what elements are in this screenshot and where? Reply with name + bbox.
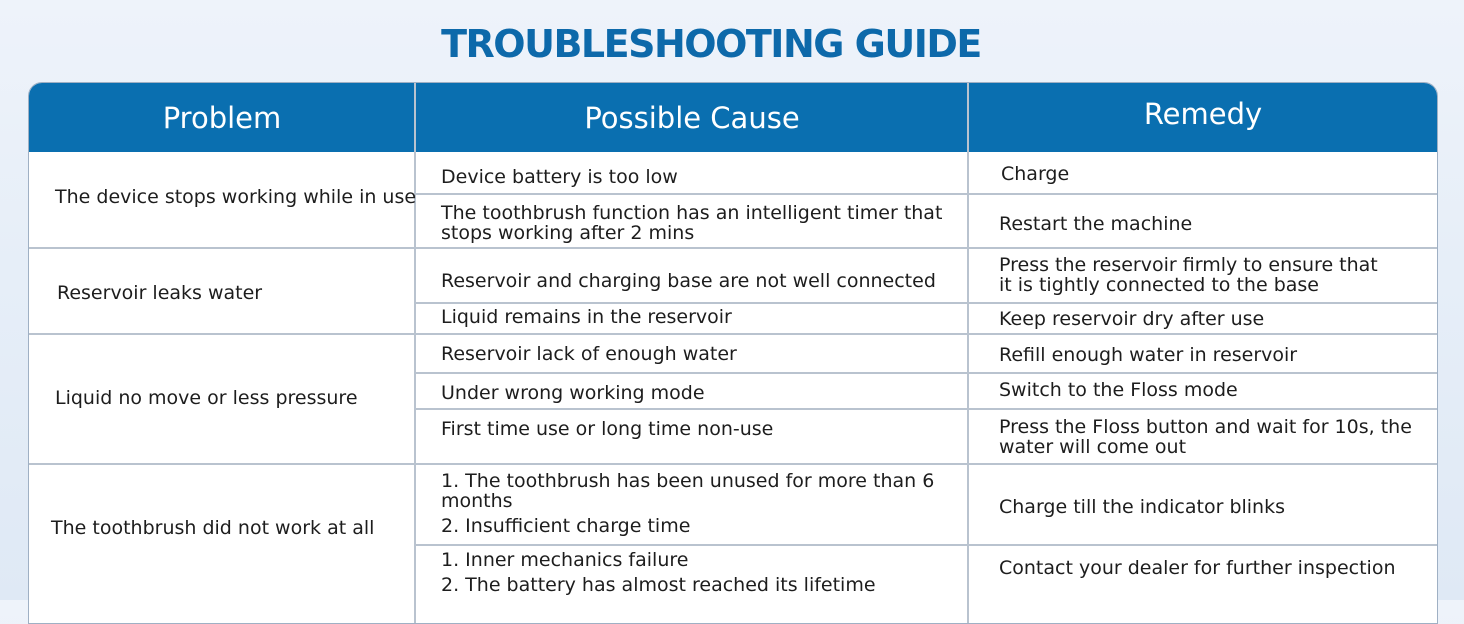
remedy-cell: Charge till the indicator blinks bbox=[999, 496, 1286, 518]
cause-cell: First time use or long time non-use bbox=[441, 418, 774, 440]
remedy-cell: it is tightly connected to the base bbox=[999, 274, 1319, 296]
remedy-cell: Charge bbox=[1001, 163, 1070, 185]
header-problem: Problem bbox=[162, 100, 282, 135]
remedy-cell: Switch to the Floss mode bbox=[999, 379, 1238, 401]
sub-row-divider bbox=[415, 372, 1437, 374]
cause-cell: Device battery is too low bbox=[441, 166, 678, 188]
remedy-cell: Keep reservoir dry after use bbox=[999, 308, 1265, 330]
cause-cell: months bbox=[441, 490, 513, 512]
problem-cell: The device stops working while in use bbox=[55, 186, 417, 208]
remedy-cell: Contact your dealer for further inspection bbox=[999, 557, 1396, 579]
remedy-cell: Press the reservoir firmly to ensure that bbox=[999, 254, 1378, 276]
remedy-cell: Press the Floss button and wait for 10s, the bbox=[999, 416, 1412, 438]
header-remedy: Remedy bbox=[1143, 96, 1263, 131]
column-divider bbox=[414, 83, 416, 623]
sub-row-divider bbox=[415, 302, 1437, 304]
problem-cell: The toothbrush did not work at all bbox=[51, 517, 375, 539]
problem-cell: Reservoir leaks water bbox=[57, 282, 263, 304]
column-divider bbox=[967, 83, 969, 623]
problem-cell: Liquid no move or less pressure bbox=[55, 387, 358, 409]
sub-row-divider bbox=[415, 544, 1437, 546]
row-divider bbox=[29, 463, 1437, 465]
cause-cell: Liquid remains in the reservoir bbox=[441, 306, 732, 328]
cause-cell: Under wrong working mode bbox=[441, 382, 705, 404]
cause-cell: 1. The toothbrush has been unused for more than 6 bbox=[441, 470, 935, 492]
remedy-cell: Refill enough water in reservoir bbox=[999, 344, 1298, 366]
cause-cell: 2. The battery has almost reached its lifetime bbox=[441, 574, 876, 596]
sub-row-divider bbox=[415, 193, 1437, 195]
cause-cell: Reservoir lack of enough water bbox=[441, 343, 737, 365]
troubleshooting-table bbox=[28, 82, 1438, 624]
table-header bbox=[29, 83, 1437, 152]
header-possible-cause: Possible Cause bbox=[584, 100, 800, 135]
cause-cell: 1. Inner mechanics failure bbox=[441, 549, 689, 571]
row-divider bbox=[29, 333, 1437, 335]
cause-cell: 2. Insufficient charge time bbox=[441, 515, 691, 537]
page-title: TROUBLESHOOTING GUIDE bbox=[441, 22, 981, 66]
row-divider bbox=[29, 247, 1437, 249]
remedy-cell: Restart the machine bbox=[999, 213, 1193, 235]
cause-cell: The toothbrush function has an intelligent timer that bbox=[441, 202, 943, 224]
cause-cell: stops working after 2 mins bbox=[441, 222, 695, 244]
sub-row-divider bbox=[415, 408, 1437, 410]
remedy-cell: water will come out bbox=[999, 436, 1187, 458]
cause-cell: Reservoir and charging base are not well connected bbox=[441, 270, 936, 292]
